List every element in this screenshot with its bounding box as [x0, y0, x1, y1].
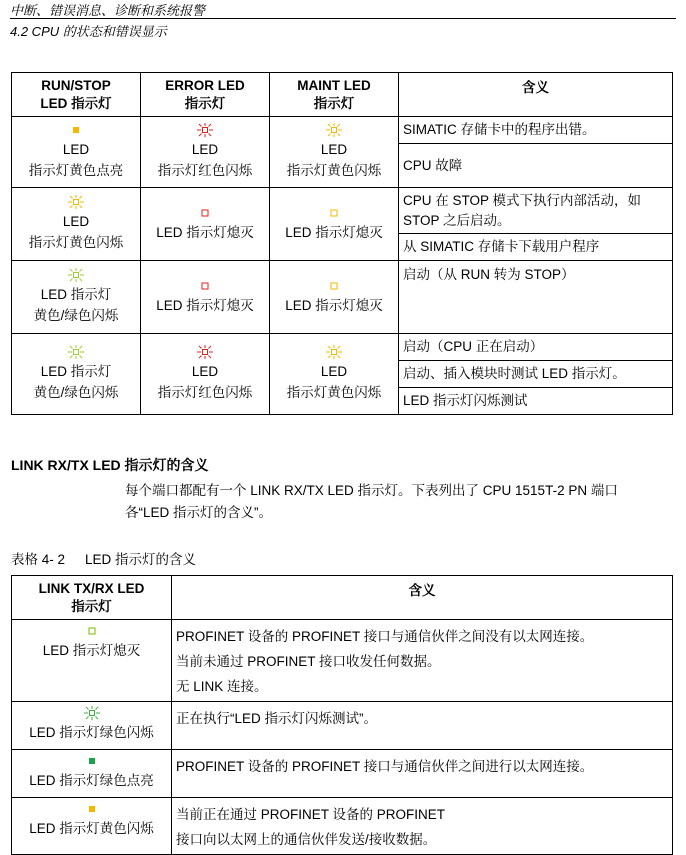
- meaning-line: 正在执行“LED 指示灯闪烁测试”。: [176, 711, 378, 726]
- led-off-icon: [325, 279, 343, 293]
- caption-text: LED 指示灯的含义: [85, 552, 197, 567]
- meaning-line: PROFINET 设备的 PROFINET 接口与通信伙伴之间进行以太网连接。: [176, 759, 594, 774]
- led-state-detail: 黄色/绿色闪烁: [33, 308, 119, 323]
- led-state-label: LED: [320, 364, 348, 379]
- led-state-detail: 指示灯红色闪烁: [157, 385, 253, 400]
- led-state-label: LED 指示灯: [40, 364, 112, 379]
- link-section-paragraph: 每个端口都配有一个 LINK RX/TX LED 指示灯。下表列出了 CPU 1515T-2 PN 端口各“LED 指示灯的含义”。: [125, 483, 618, 520]
- meaning-line: PROFINET 设备的 PROFINET 接口与通信伙伴之间没有以太网连接。: [176, 629, 594, 644]
- col-meaning-header: 含义: [399, 73, 673, 117]
- table-row: [12, 620, 673, 702]
- error-led-cell: [141, 261, 270, 334]
- led-state-label: LED 指示灯熄灭: [156, 297, 254, 313]
- error-led-cell: [141, 334, 270, 415]
- link-led-cell: [12, 702, 172, 750]
- led-state-label: LED 指示灯熄灭: [285, 224, 383, 240]
- cpu-led-table: [11, 72, 673, 415]
- meaning-cell: 启动（CPU 正在启动）: [399, 334, 673, 361]
- led-state-detail: 指示灯黄色闪烁: [286, 385, 382, 400]
- led-on-icon: [67, 123, 85, 137]
- led-off-icon: [83, 624, 101, 638]
- table-row: [12, 261, 673, 334]
- meaning-line: 当前正在通过 PROFINET 设备的 PROFINET: [176, 807, 446, 822]
- section-header: 4.2 CPU 的状态和错误显示: [10, 24, 167, 39]
- table-header-row: [12, 576, 673, 620]
- led-state-label: LED 指示灯熄灭: [42, 643, 141, 658]
- maint-led-cell: [270, 117, 399, 188]
- run-stop-led-cell: [12, 334, 141, 415]
- table-row: [12, 188, 673, 234]
- col-maint-header: MAINT LED 指示灯: [270, 73, 399, 117]
- led-off-icon: [196, 206, 214, 220]
- led-state-detail: 指示灯黄色闪烁: [286, 163, 382, 178]
- link-led-cell: [12, 750, 172, 798]
- maint-led-cell: [270, 188, 399, 261]
- table-header-row: [12, 73, 673, 117]
- error-led-cell: [141, 117, 270, 188]
- led-state-label: LED: [62, 142, 90, 157]
- led-state-label: LED 指示灯: [40, 287, 112, 302]
- led-state-detail: 指示灯黄色点亮: [28, 163, 124, 178]
- maint-led-cell: [270, 334, 399, 415]
- meaning-cell: SIMATIC 存储卡中的程序出错。: [399, 117, 673, 144]
- led-state-label: LED 指示灯绿色点亮: [29, 773, 154, 788]
- run-stop-led-cell: [12, 117, 141, 188]
- led-state-label: LED 指示灯绿色闪烁: [29, 725, 154, 740]
- meaning-cell: [172, 798, 673, 855]
- chapter-header: 中断、错误消息、诊断和系统报警: [10, 3, 206, 18]
- caption-number: 表格 4- 2: [11, 552, 66, 567]
- led-state-label: LED 指示灯熄灭: [285, 297, 383, 313]
- led-blink-icon: [83, 706, 101, 720]
- led-blink-icon: [325, 123, 343, 137]
- link-section-title: LINK RX/TX LED 指示灯的含义: [11, 457, 209, 473]
- led-state-label: LED 指示灯黄色闪烁: [29, 821, 154, 836]
- led-state-label: LED: [62, 214, 90, 229]
- col-meaning-header: 含义: [172, 576, 673, 620]
- table-row: [12, 750, 673, 798]
- led-state-label: LED: [191, 142, 219, 157]
- run-stop-led-cell: [12, 261, 141, 334]
- col-run-stop-header: RUN/STOP LED 指示灯: [12, 73, 141, 117]
- led-state-detail: 指示灯红色闪烁: [157, 163, 253, 178]
- meaning-cell: CPU 在 STOP 模式下执行内部活动，如 STOP 之后启动。: [399, 188, 673, 234]
- led-state-label: LED 指示灯熄灭: [156, 224, 254, 240]
- meaning-cell: LED 指示灯闪烁测试: [399, 388, 673, 415]
- led-state-detail: 指示灯黄色闪烁: [28, 235, 124, 250]
- led-blink-icon: [67, 345, 85, 359]
- meaning-cell: CPU 故障: [399, 144, 673, 188]
- meaning-cell: 启动（从 RUN 转为 STOP）: [399, 261, 673, 334]
- led-blink-icon: [196, 123, 214, 137]
- meaning-line: 当前未通过 PROFINET 接口收发任何数据。: [176, 654, 441, 669]
- maint-led-cell: [270, 261, 399, 334]
- led-blink-icon: [67, 195, 85, 209]
- error-led-cell: [141, 188, 270, 261]
- led-off-icon: [325, 206, 343, 220]
- led-state-label: LED: [191, 364, 219, 379]
- link-led-table: [11, 575, 673, 855]
- table-caption: [11, 548, 196, 568]
- table-row: [12, 702, 673, 750]
- led-blink-icon: [67, 268, 85, 282]
- col-error-header: ERROR LED 指示灯: [141, 73, 270, 117]
- link-led-cell: [12, 798, 172, 855]
- meaning-cell: 启动、插入模块时测试 LED 指示灯。: [399, 361, 673, 388]
- meaning-cell: [172, 620, 673, 702]
- led-state-label: LED: [320, 142, 348, 157]
- led-state-detail: 黄色/绿色闪烁: [33, 385, 119, 400]
- col-link-header: LINK TX/RX LED 指示灯: [12, 576, 172, 620]
- table-row: [12, 798, 673, 855]
- meaning-line: 接口向以太网上的通信伙伴发送/接收数据。: [176, 832, 437, 847]
- led-blink-icon: [325, 345, 343, 359]
- meaning-cell: [172, 750, 673, 798]
- link-led-cell: [12, 620, 172, 702]
- meaning-cell: 从 SIMATIC 存储卡下载用户程序: [399, 234, 673, 261]
- led-off-icon: [196, 279, 214, 293]
- meaning-cell: [172, 702, 673, 750]
- meaning-line: 无 LINK 连接。: [176, 679, 268, 694]
- table-row: [12, 334, 673, 361]
- led-on-icon: [83, 754, 101, 768]
- table-row: [12, 117, 673, 144]
- run-stop-led-cell: [12, 188, 141, 261]
- led-on-icon: [83, 802, 101, 816]
- header-rule: [10, 18, 676, 19]
- led-blink-icon: [196, 345, 214, 359]
